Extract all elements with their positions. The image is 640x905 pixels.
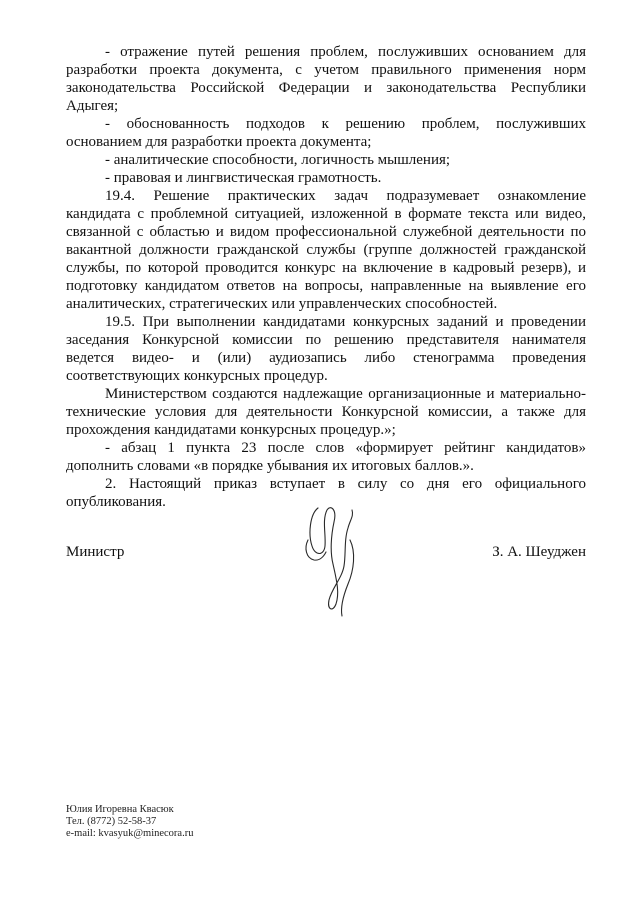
text-line: законодательства Российской Федерации и законодательства Республики xyxy=(66,80,586,96)
amendment-item-paragraph-23 xyxy=(66,439,586,475)
text-line: 2. Настоящий приказ вступает в силу со дня его официального xyxy=(105,476,586,492)
text-line: Министерством создаются надлежащие организационные и материально- xyxy=(105,386,586,402)
text-line: аналитических, стратегических или управленческих способностей. xyxy=(66,296,498,312)
criteria-item-analytical-skills xyxy=(66,151,586,169)
contact-email: e-mail: kvasyuk@minecora.ru xyxy=(66,828,194,839)
text-line: прохождения кандидатами конкурсных процедур.»; xyxy=(66,422,396,438)
clause-19-5 xyxy=(66,313,586,385)
text-line: заседания Конкурсной комиссии по решению представителя нанимателя xyxy=(66,332,586,348)
text-line: - аналитические способности, логичность мышления; xyxy=(105,152,451,168)
text-line: Адыгея; xyxy=(66,98,119,114)
clause-19-4 xyxy=(66,187,586,313)
criteria-item-problem-solutions xyxy=(66,43,586,115)
text-line: разработки проекта документа, с учетом правильного применения норм xyxy=(66,62,586,78)
text-line: подготовку кандидатом ответов на вопросы, направленные на выявление его xyxy=(66,278,586,294)
text-line: - абзац 1 пункта 23 после слов «формирует рейтинг кандидатов» xyxy=(105,440,586,456)
text-line: - отражение путей решения проблем, послуживших основанием для xyxy=(105,44,586,60)
text-line: 19.4. Решение практических задач подразумевает ознакомление xyxy=(105,188,586,204)
contact-info xyxy=(66,804,193,840)
paragraph-ministry-conditions xyxy=(66,385,586,439)
criteria-item-justification xyxy=(66,115,586,151)
text-line: службы, по которой проводится конкурс на включение в кадровый резерв), и xyxy=(66,260,586,276)
text-line: кандидата с проблемной ситуацией, изложенной в формате текста или видео, xyxy=(66,206,586,222)
text-line: технические условия для деятельности Конкурсной комиссии, а также для xyxy=(66,404,586,420)
text-line: - обоснованность подходов к решению проблем, послуживших xyxy=(105,116,586,132)
signatory-title: Министр xyxy=(66,544,125,560)
criteria-item-literacy xyxy=(66,169,586,187)
contact-phone: Тел. (8772) 52-58-37 xyxy=(66,816,157,827)
contact-name: Юлия Игоревна Квасюк xyxy=(66,804,174,815)
text-line: ведется видео- и (или) аудиозапись либо стенограмма проведения xyxy=(66,350,586,366)
text-line: опубликования. xyxy=(66,494,166,510)
text-line: связанной с областью и видом профессиональной служебной деятельности по xyxy=(66,224,586,240)
text-line: вакантной должности гражданской службы (группе должностей гражданской xyxy=(66,242,586,258)
handwritten-signature xyxy=(300,500,366,620)
text-line: соответствующих конкурсных процедур. xyxy=(66,368,328,384)
signatory-name: З. А. Шеуджен xyxy=(492,544,586,560)
text-line: основанием для разработки проекта документа; xyxy=(66,134,372,150)
text-line: 19.5. При выполнении кандидатами конкурсных заданий и проведении xyxy=(105,314,586,330)
document-body xyxy=(66,43,586,511)
text-line: - правовая и лингвистическая грамотность. xyxy=(105,170,382,186)
text-line: дополнить словами «в порядке убывания их итоговых баллов.». xyxy=(66,458,474,474)
